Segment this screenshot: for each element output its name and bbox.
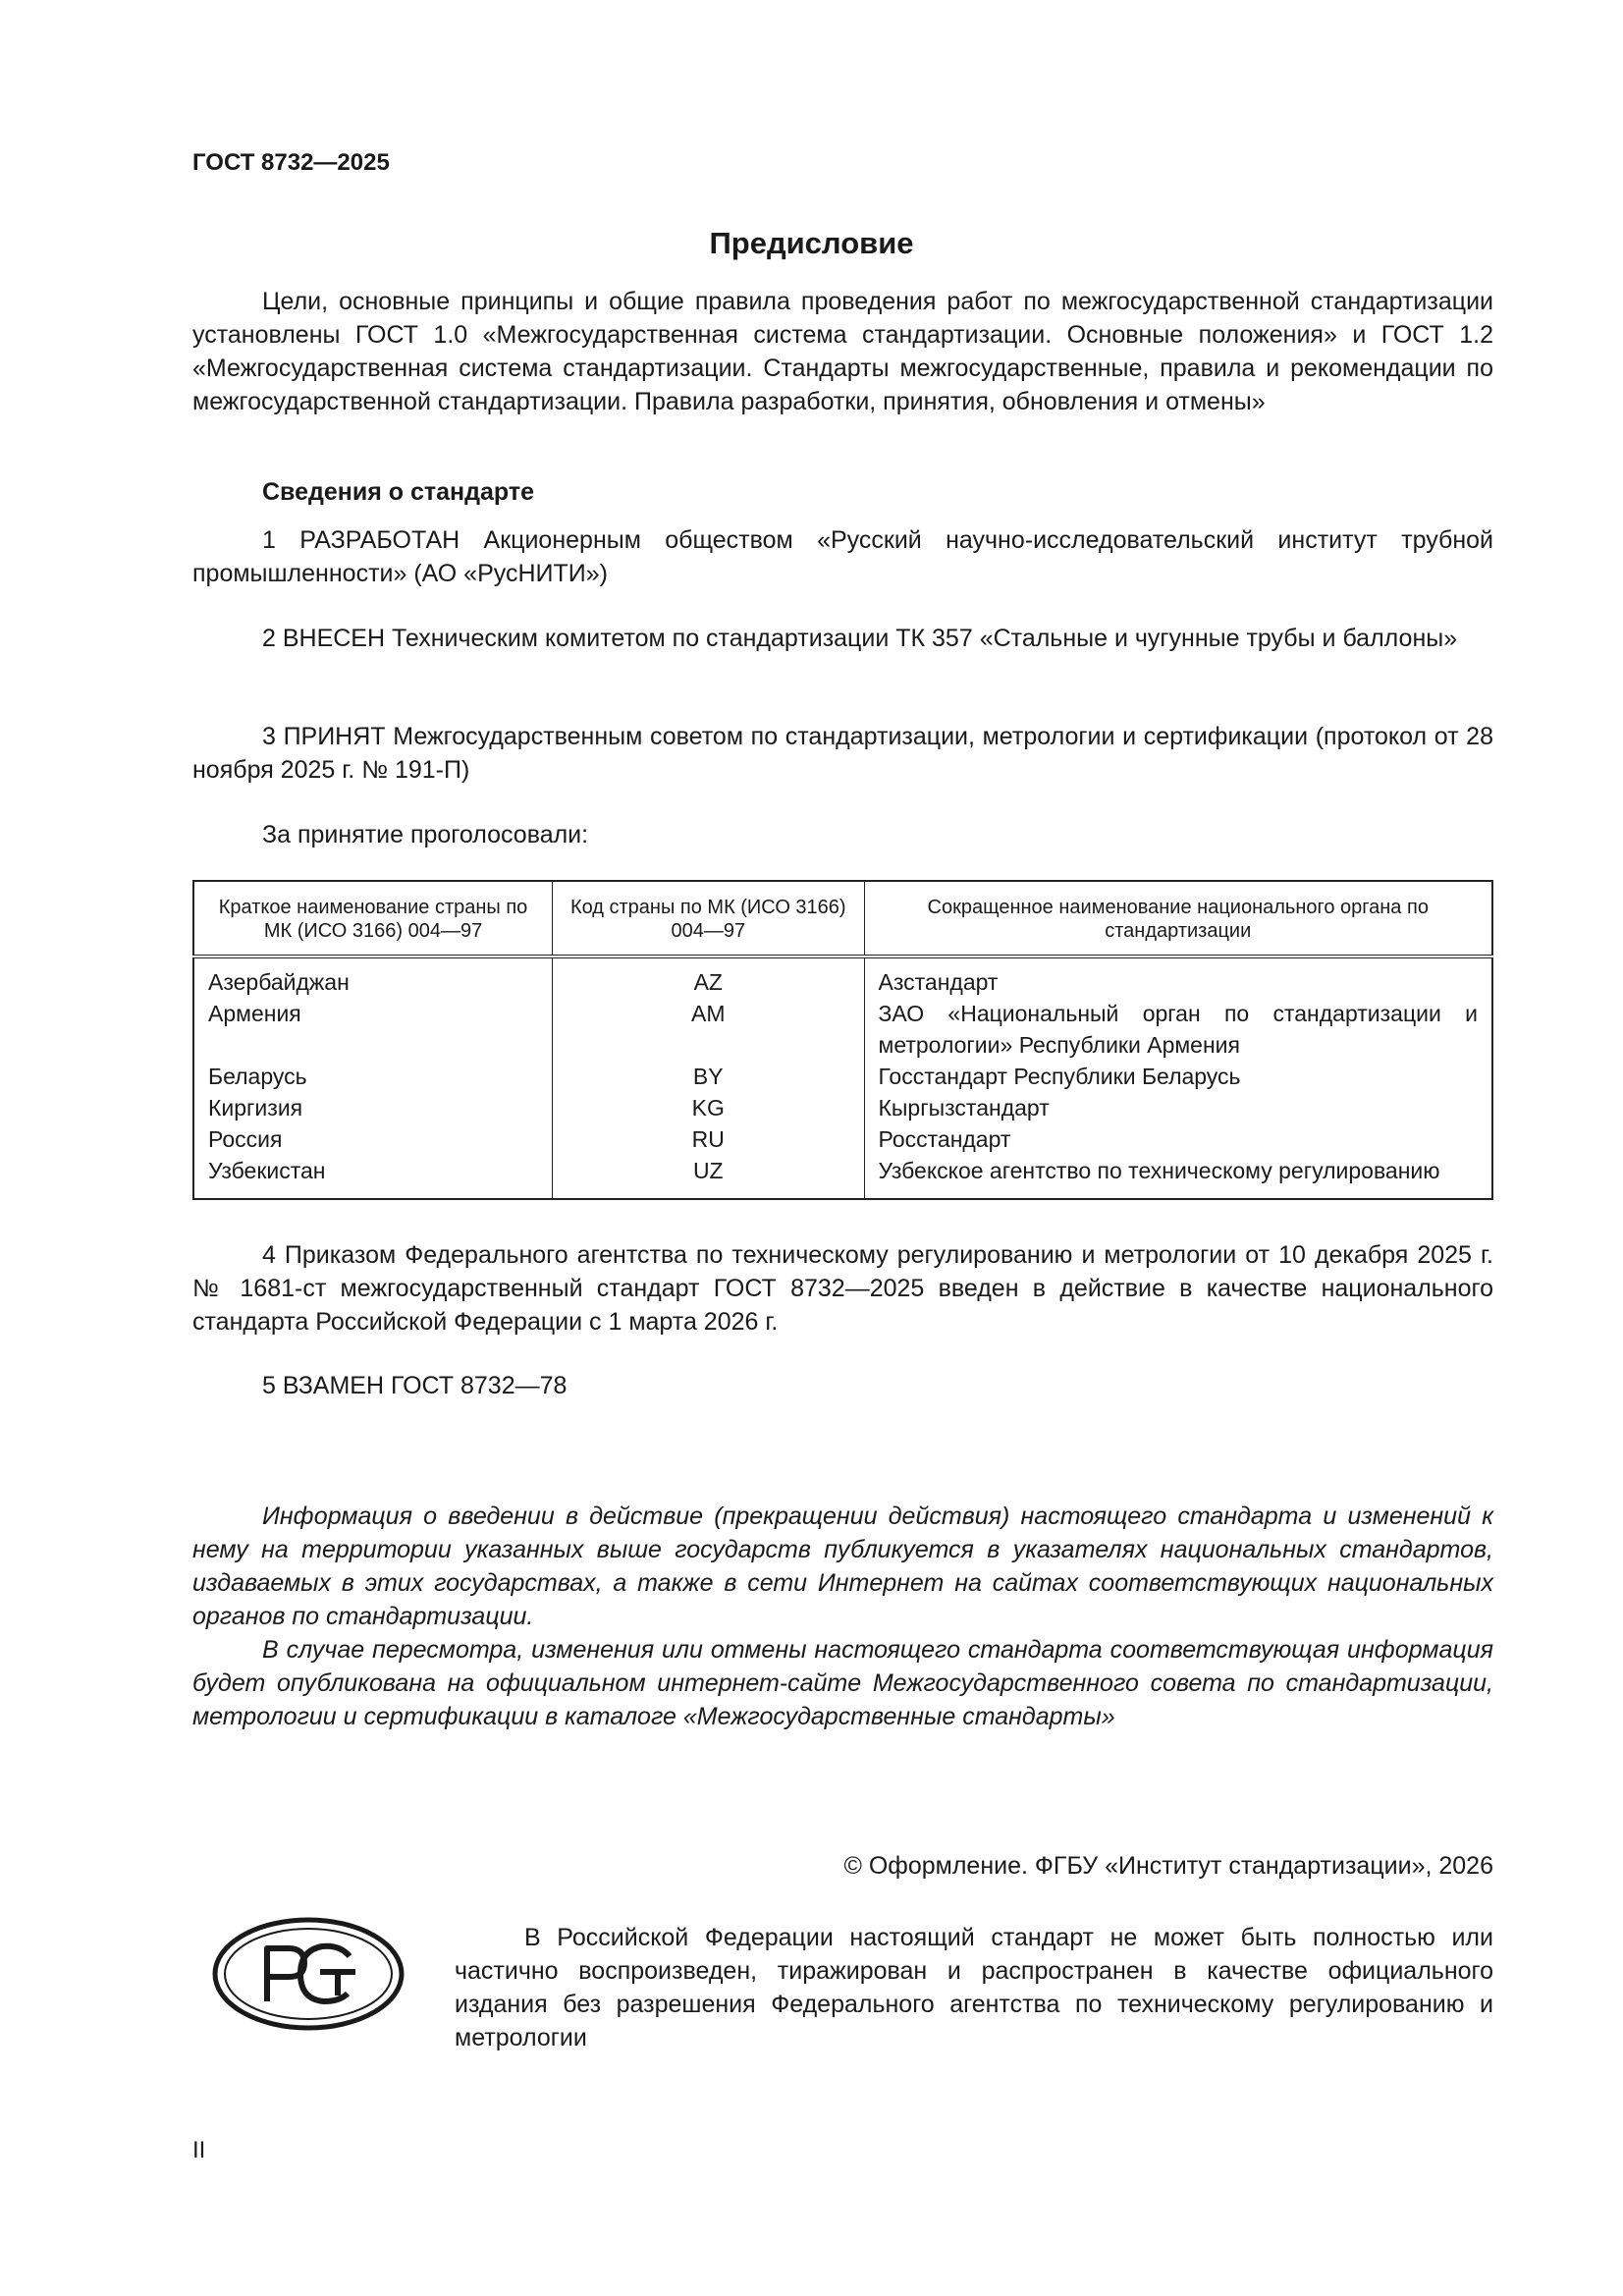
standards-body: Госстандарт Республики Беларусь xyxy=(878,1064,1241,1089)
rst-certification-logo xyxy=(210,1915,406,2038)
table-row xyxy=(193,1061,1492,1092)
table-row xyxy=(193,1155,1492,1199)
country-name: Беларусь xyxy=(193,1061,553,1092)
item-4-order: 4 Приказом Федерального агентства по техническому регулированию и метрологии от 10 декабря 2025 г. № 1681-ст межгосударственный стандарт ГОСТ 8732—2025 введен в действие в качестве национального стандарта Российской Федерации с 1 марта 2026 г. xyxy=(192,1241,1493,1336)
voting-countries-table xyxy=(192,880,1493,1200)
info-note-paragraph-2: В случае пересмотра, изменения или отмены настоящего стандарта соответствующая информация будет опубликована на официальном интернет-сайте Межгосударственного совета по стандартизации, метрологии и сертификации в каталоге «Межгосударственные стандарты» xyxy=(192,1636,1493,1730)
item-3-adopted: 3 ПРИНЯТ Межгосударственным советом по стандартизации, метрологии и сертификации (протокол от 28 ноября 2025 г. № 191-П) xyxy=(192,723,1493,784)
item-2-block xyxy=(192,622,1493,655)
item-3-block xyxy=(192,720,1493,787)
intro-paragraph: Цели, основные принципы и общие правила проведения работ по межгосударственной стандартизации установлены ГОСТ 1.0 «Межгосударственная система стандартизации. Основные положения» и ГОСТ 1.2 «Межгосударственная система стандартизации. Стандарты межгосударственные, правила и рекомендации по межгосударственной стандартизации. Правила разработки, принятия, обновления и отмены» xyxy=(192,288,1493,415)
column-header-country: Краткое наименование страны по МК (ИСО 3166) 004—97 xyxy=(193,881,553,957)
standards-body: Росстандарт xyxy=(878,1126,1011,1152)
country-name: Азербайджан xyxy=(193,957,553,998)
reproduction-notice xyxy=(455,1921,1493,2054)
document-number-header: ГОСТ 8732—2025 xyxy=(192,149,390,176)
standard-info-heading: Сведения о стандарте xyxy=(262,478,535,506)
info-note-paragraph-1: Информация о введении в действие (прекращении действия) настоящего стандарта и изменений к нему на территории указанных выше государств публикуется в указателях национальных стандартов, издаваемых в этих государствах, а также в сети Интернет на сайтах соответствующих национальных органов по стандартизации. xyxy=(192,1503,1493,1630)
column-header-body: Сокращенное наименование национального органа по стандартизации xyxy=(864,881,1492,957)
country-name: Россия xyxy=(193,1123,553,1155)
country-name: Киргизия xyxy=(193,1092,553,1123)
item-1-block xyxy=(192,523,1493,590)
standards-body: Кыргызстандарт xyxy=(878,1095,1050,1121)
country-name: Армения xyxy=(193,998,553,1061)
info-note xyxy=(192,1500,1493,1733)
item-5-replaces: 5 ВЗАМЕН ГОСТ 8732—78 xyxy=(262,1372,568,1399)
voted-label: За принятие проголосовали: xyxy=(262,821,589,848)
country-code: AZ xyxy=(553,957,864,998)
country-name: Узбекистан xyxy=(193,1155,553,1199)
page-number: II xyxy=(192,2137,206,2163)
item-5-block xyxy=(192,1369,1493,1402)
intro-section xyxy=(192,285,1493,418)
standards-body: Азстандарт xyxy=(878,969,999,995)
column-header-code: Код страны по МК (ИСО 3166) 004—97 xyxy=(553,881,864,957)
table-row xyxy=(193,1123,1492,1155)
standards-body: ЗАО «Национальный орган по стандартизации и метрологии» Республики Армения xyxy=(878,1001,1478,1058)
reproduction-notice-text: В Российской Федерации настоящий стандарт не может быть полностью или частично воспроизведен, тиражирован и распространен в качестве официального издания без разрешения Федерального агентства по техническому регулированию и метрологии xyxy=(455,1924,1493,2051)
copyright-line: © Оформление. ФГБУ «Институт стандартизации», 2026 xyxy=(843,1852,1493,1880)
table-row xyxy=(193,998,1492,1061)
country-code: AM xyxy=(553,998,864,1061)
item-2-submitted: 2 ВНЕСЕН Техническим комитетом по стандартизации ТК 357 «Стальные и чугунные трубы и баллоны» xyxy=(262,625,1458,652)
table-header-row xyxy=(193,881,1492,957)
country-code: RU xyxy=(553,1123,864,1155)
item-1-developed: 1 РАЗРАБОТАН Акционерным обществом «Русский научно-исследовательский институт трубной промышленности» (АО «РусНИТИ») xyxy=(192,526,1493,587)
table-row xyxy=(193,957,1492,998)
country-code: UZ xyxy=(553,1155,864,1199)
voted-label-block xyxy=(192,818,1493,851)
page-title: Предисловие xyxy=(709,226,914,260)
item-4-block xyxy=(192,1238,1493,1339)
country-code: BY xyxy=(553,1061,864,1092)
standard-info-heading-block xyxy=(192,475,1493,509)
table-row xyxy=(193,1092,1492,1123)
standards-body: Узбекское агентство по техническому регулированию xyxy=(878,1158,1440,1183)
country-code: KG xyxy=(553,1092,864,1123)
